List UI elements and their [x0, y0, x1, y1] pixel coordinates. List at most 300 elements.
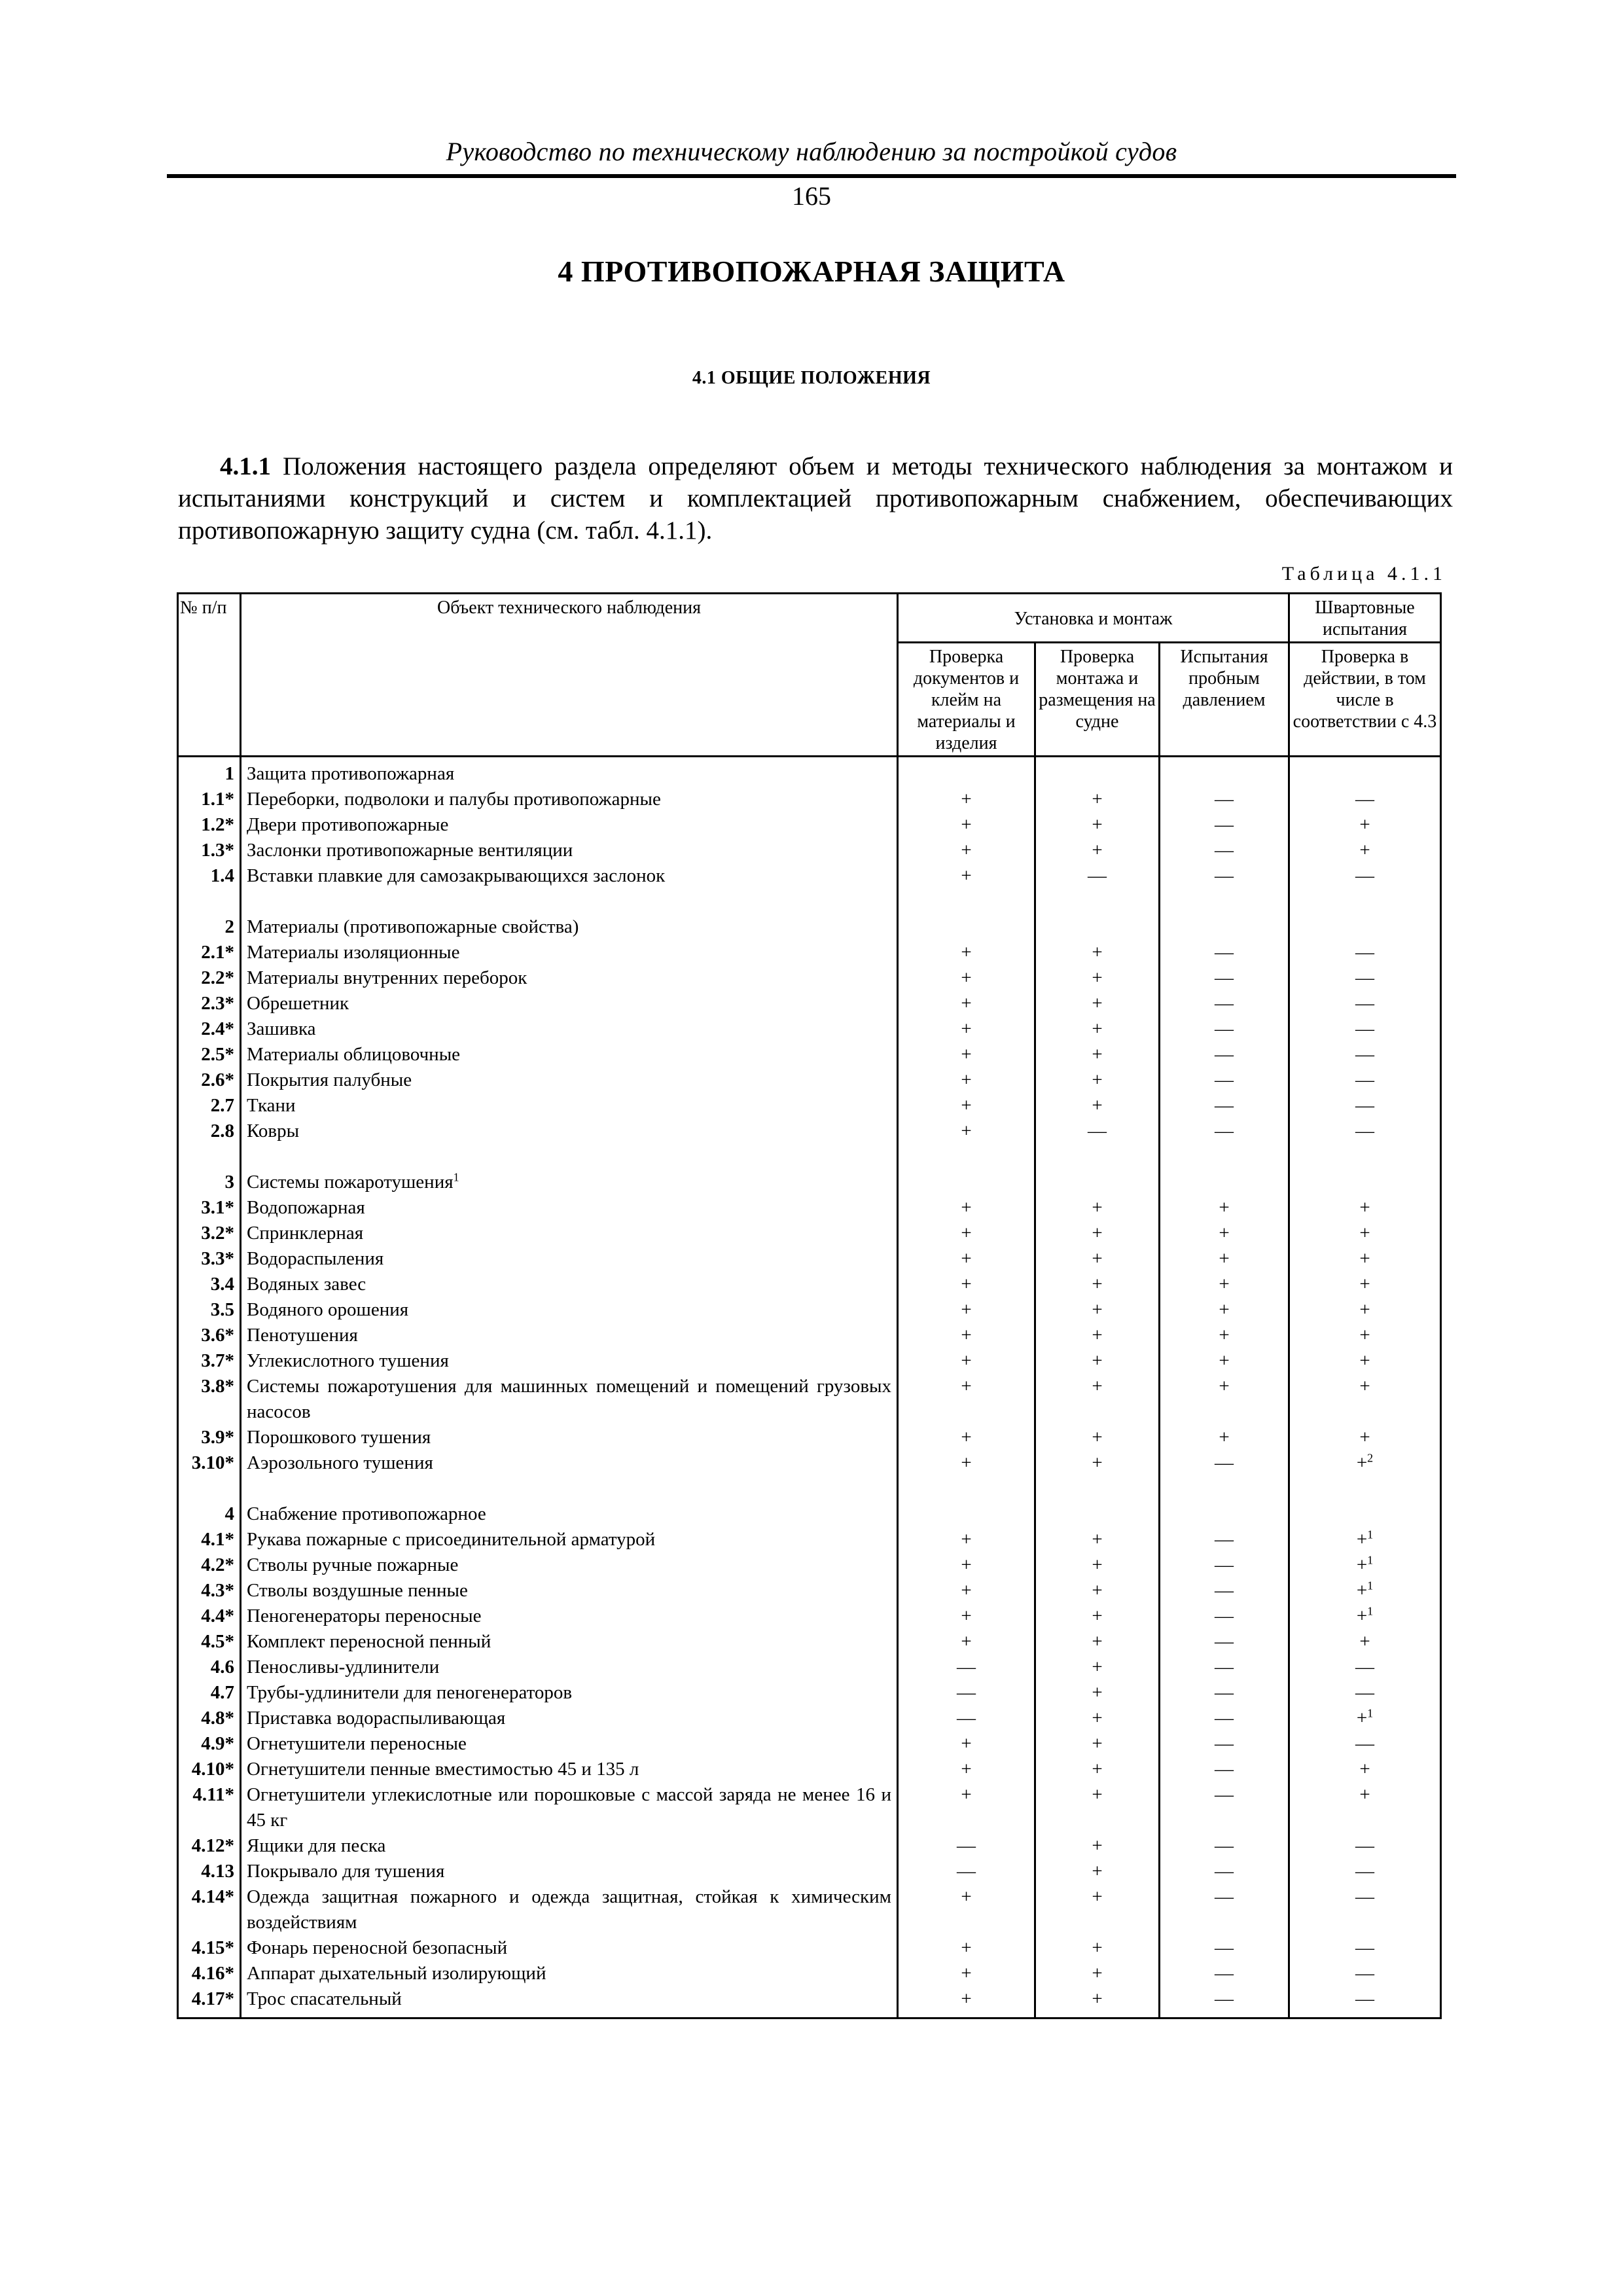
- row-object-name: Материалы внутренних переборок: [247, 967, 527, 988]
- mark-symbol: +: [961, 1963, 972, 1984]
- mark-pressure-test: [1160, 1527, 1289, 1552]
- mark-docs-check: [898, 1859, 1035, 1884]
- mark-symbol: +: [1092, 1605, 1103, 1626]
- intro-text: Положения настоящего раздела определяют объем и методы технического наблюдения за монтажом и испытаниями конструкций и систем и комплектацией противопожарным снабжением, обеспечивающих противопожарную защиту судна (см. табл. 4.1.1).: [178, 452, 1454, 545]
- row-object-name: Огнетушители углекислотные или порошковые с массой заряда не менее 16 и 45 кг: [247, 1784, 891, 1831]
- row-object: [241, 991, 898, 1016]
- mark-symbol: +: [1359, 1248, 1370, 1269]
- spacer-row: [178, 1144, 1441, 1170]
- mark-symbol: +: [1092, 1299, 1103, 1320]
- mark-symbol: —: [1215, 942, 1234, 963]
- mark-symbol: +: [1092, 1197, 1103, 1218]
- mark-symbol: —: [957, 1835, 976, 1856]
- mark-symbol: —: [1355, 1963, 1374, 1984]
- mark-symbol: —: [1355, 1044, 1374, 1065]
- mark-symbol: —: [1215, 1759, 1234, 1780]
- mark-docs-check: [898, 1706, 1035, 1731]
- row-number: 4.14*: [178, 1884, 241, 1935]
- mark-action-check: [1289, 1195, 1441, 1221]
- mark-symbol: +: [1219, 1274, 1230, 1295]
- header-pressure-test: Испытания пробным давлением: [1160, 643, 1289, 757]
- mark-mount-check: [1035, 1859, 1160, 1884]
- mark-action-check: [1289, 1016, 1441, 1042]
- mark-symbol: —: [1355, 942, 1374, 963]
- mark-action-check: [1289, 1042, 1441, 1067]
- row-number: 1.1*: [178, 787, 241, 812]
- mark-mount-check: [1035, 1170, 1160, 1195]
- mark-symbol: +: [1092, 1554, 1103, 1575]
- mark-pressure-test: [1160, 1093, 1289, 1119]
- row-object: [241, 1782, 898, 1833]
- table-row: [178, 940, 1441, 965]
- mark-pressure-test: [1160, 1297, 1289, 1323]
- mark-symbol: —: [1215, 1452, 1234, 1473]
- mark-pressure-test: [1160, 1425, 1289, 1450]
- mark-symbol: +: [1092, 840, 1103, 861]
- mark-pressure-test: [1160, 838, 1289, 863]
- row-object-name: Обрешетник: [247, 993, 349, 1014]
- table-row: [178, 1093, 1441, 1119]
- mark-symbol: —: [1215, 1580, 1234, 1601]
- spacer-row: [178, 1476, 1441, 1501]
- row-object: [241, 863, 898, 889]
- mark-action-check: [1289, 1859, 1441, 1884]
- mark-action-check: [1289, 1221, 1441, 1246]
- row-number: 4.2*: [178, 1552, 241, 1578]
- mark-symbol: —: [957, 1657, 976, 1677]
- mark-pressure-test: [1160, 1859, 1289, 1884]
- mark-action-check: [1289, 1272, 1441, 1297]
- mark-pressure-test: [1160, 863, 1289, 889]
- table-row: [178, 1042, 1441, 1067]
- row-object: [241, 1272, 898, 1297]
- row-object-name: Переборки, подволоки и палубы противопожарные: [247, 789, 661, 810]
- mark-docs-check: [898, 1425, 1035, 1450]
- spacer-cell: [178, 1476, 241, 1501]
- mark-symbol: +: [1092, 1759, 1103, 1780]
- row-object-name: Водяного орошения: [247, 1299, 409, 1320]
- mark-docs-check: [898, 1680, 1035, 1706]
- table-row: [178, 1016, 1441, 1042]
- row-object: [241, 1731, 898, 1757]
- row-number: 2.2*: [178, 965, 241, 991]
- mark-action-check: [1289, 1297, 1441, 1323]
- mark-docs-check: [898, 1604, 1035, 1629]
- row-number: 2.1*: [178, 940, 241, 965]
- mark-symbol: —: [1215, 840, 1234, 861]
- row-object: [241, 1961, 898, 1986]
- mark-pressure-test: [1160, 1501, 1289, 1527]
- mark-symbol: +: [961, 1733, 972, 1754]
- row-object: [241, 1119, 898, 1144]
- mark-pressure-test: [1160, 1272, 1289, 1297]
- mark-symbol: +: [1092, 1784, 1103, 1805]
- table-row: [178, 1425, 1441, 1450]
- row-number: 4.12*: [178, 1833, 241, 1859]
- mark-symbol: —: [957, 1708, 976, 1729]
- mark-symbol: +: [961, 1759, 972, 1780]
- mark-symbol: —: [1355, 1861, 1374, 1882]
- row-object-name: Материалы (противопожарные свойства): [247, 916, 579, 937]
- mark-mount-check: [1035, 1501, 1160, 1527]
- mark-action-check: [1289, 1757, 1441, 1782]
- mark-symbol: +: [1359, 1325, 1370, 1346]
- mark-symbol: +: [1092, 967, 1103, 988]
- mark-symbol: —: [1215, 1657, 1234, 1677]
- header-install-group: Установка и монтаж: [898, 594, 1289, 643]
- row-object-name: Комплект переносной пенный: [247, 1631, 491, 1652]
- mark-action-check: [1289, 965, 1441, 991]
- mark-symbol: +: [961, 1044, 972, 1065]
- row-number: 3.8*: [178, 1374, 241, 1425]
- mark-action-check: [1289, 1935, 1441, 1961]
- mark-action-check: [1289, 1578, 1441, 1604]
- row-number: 4.1*: [178, 1527, 241, 1552]
- spacer-cell: [1160, 1144, 1289, 1170]
- mark-docs-check: [898, 1501, 1035, 1527]
- spacer-cell: [1160, 889, 1289, 914]
- row-object: [241, 1552, 898, 1578]
- row-object: [241, 1527, 898, 1552]
- mark-symbol: +: [1359, 1350, 1370, 1371]
- mark-symbol: +: [1092, 1835, 1103, 1856]
- mark-symbol: +: [961, 1452, 972, 1473]
- mark-symbol: +: [1092, 1376, 1103, 1397]
- row-number: 4.15*: [178, 1935, 241, 1961]
- mark-symbol: +: [961, 1376, 972, 1397]
- mark-mount-check: [1035, 787, 1160, 812]
- mark-symbol: +: [1219, 1299, 1230, 1320]
- row-object-name: Аппарат дыхательный изолирующий: [247, 1963, 546, 1984]
- row-object-name: Покрывало для тушения: [247, 1861, 445, 1882]
- mark-pressure-test: [1160, 1706, 1289, 1731]
- spacer-cell: [1035, 1144, 1160, 1170]
- mark-action-check: [1289, 1527, 1441, 1552]
- row-object-name: Фонарь переносной безопасный: [247, 1937, 508, 1958]
- section-heading-row: [178, 757, 1441, 787]
- mark-mount-check: [1035, 1833, 1160, 1859]
- mark-action-check: [1289, 1093, 1441, 1119]
- mark-symbol: +: [961, 1427, 972, 1448]
- mark-action-check: [1289, 1348, 1441, 1374]
- mark-action-check: [1289, 1604, 1441, 1629]
- row-number: 4.4*: [178, 1604, 241, 1629]
- row-object: [241, 1706, 898, 1731]
- mark-symbol: +: [1092, 1580, 1103, 1601]
- row-number: 4.6: [178, 1655, 241, 1680]
- mark-symbol: —: [1215, 1121, 1234, 1141]
- mark-symbol: +: [1219, 1350, 1230, 1371]
- mark-docs-check: [898, 1578, 1035, 1604]
- mark-mount-check: [1035, 1067, 1160, 1093]
- mark-docs-check: [898, 1986, 1035, 2018]
- mark-symbol: +: [1092, 814, 1103, 835]
- mark-action-check: [1289, 1655, 1441, 1680]
- mark-mount-check: [1035, 812, 1160, 838]
- mark-docs-check: [898, 1629, 1035, 1655]
- row-number: 3.4: [178, 1272, 241, 1297]
- mark-action-check: [1289, 1706, 1441, 1731]
- mark-pressure-test: [1160, 1833, 1289, 1859]
- mark-symbol: +: [1092, 1988, 1103, 2009]
- mark-symbol: +: [1219, 1223, 1230, 1244]
- mark-mount-check: [1035, 1323, 1160, 1348]
- spacer-cell: [1160, 1476, 1289, 1501]
- mark-docs-check: [898, 1552, 1035, 1578]
- mark-docs-check: [898, 1067, 1035, 1093]
- footnote-mark: 1: [1367, 1528, 1374, 1541]
- mark-action-check: [1289, 1552, 1441, 1578]
- header-docs-check: Проверка документов и клейм на материалы и изделия: [898, 643, 1035, 757]
- mark-symbol: —: [1215, 993, 1234, 1014]
- mark-symbol: —: [1355, 1886, 1374, 1907]
- mark-symbol: +: [961, 993, 972, 1014]
- row-number: 4: [178, 1501, 241, 1527]
- mark-symbol: —: [957, 1682, 976, 1703]
- mark-symbol: —: [1355, 789, 1374, 810]
- mark-mount-check: [1035, 1884, 1160, 1935]
- mark-symbol: —: [1215, 1605, 1234, 1626]
- row-object-name: Пеносливы-удлинители: [247, 1657, 440, 1677]
- row-object-name: Огнетушители пенные вместимостью 45 и 135 л: [247, 1759, 639, 1780]
- table-row: [178, 1859, 1441, 1884]
- row-object: [241, 1093, 898, 1119]
- row-object-name: Приставка водораспыливающая: [247, 1708, 506, 1729]
- table-row: [178, 1578, 1441, 1604]
- row-number: 1.2*: [178, 812, 241, 838]
- table-row: [178, 812, 1441, 838]
- mark-pressure-test: [1160, 965, 1289, 991]
- spacer-cell: [1035, 1476, 1160, 1501]
- mark-action-check: [1289, 1986, 1441, 2018]
- row-object-name: Огнетушители переносные: [247, 1733, 467, 1754]
- mark-docs-check: [898, 1042, 1035, 1067]
- row-object-name: Ткани: [247, 1095, 296, 1116]
- mark-symbol: +: [961, 1605, 972, 1626]
- table-row: [178, 1986, 1441, 2018]
- mark-symbol: —: [1215, 1733, 1234, 1754]
- mark-docs-check: [898, 1272, 1035, 1297]
- mark-action-check: [1289, 1833, 1441, 1859]
- mark-action-check: [1289, 1246, 1441, 1272]
- mark-symbol: —: [1355, 1095, 1374, 1116]
- spacer-cell: [1289, 889, 1441, 914]
- mark-symbol: —: [1355, 993, 1374, 1014]
- table-row: [178, 1884, 1441, 1935]
- mark-symbol: +: [1356, 1452, 1368, 1473]
- section-heading-row: [178, 1170, 1441, 1195]
- mark-docs-check: [898, 1195, 1035, 1221]
- row-object-name: Водяных завес: [247, 1274, 366, 1295]
- mark-docs-check: [898, 838, 1035, 863]
- mark-symbol: +: [961, 1580, 972, 1601]
- row-object-name: Водораспыления: [247, 1248, 384, 1269]
- row-object-name: Трубы-удлинители для пеногенераторов: [247, 1682, 573, 1703]
- spacer-cell: [898, 1144, 1035, 1170]
- mark-mount-check: [1035, 1093, 1160, 1119]
- mark-symbol: +: [961, 942, 972, 963]
- mark-symbol: +: [961, 1325, 972, 1346]
- row-number: 3.1*: [178, 1195, 241, 1221]
- mark-symbol: +: [1219, 1376, 1230, 1397]
- row-number: 3.6*: [178, 1323, 241, 1348]
- mark-symbol: +: [1356, 1580, 1368, 1601]
- row-object-name: Рукава пожарные с присоединительной арматурой: [247, 1529, 656, 1550]
- mark-pressure-test: [1160, 1629, 1289, 1655]
- mark-pressure-test: [1160, 1119, 1289, 1144]
- row-object: [241, 914, 898, 940]
- row-number: 4.17*: [178, 1986, 241, 2018]
- mark-mount-check: [1035, 965, 1160, 991]
- table-row: [178, 1297, 1441, 1323]
- mark-symbol: —: [1355, 967, 1374, 988]
- row-object: [241, 1604, 898, 1629]
- mark-symbol: —: [1355, 1018, 1374, 1039]
- spacer-cell: [898, 889, 1035, 914]
- table-row: [178, 1629, 1441, 1655]
- mark-mount-check: [1035, 1552, 1160, 1578]
- table-row: [178, 1374, 1441, 1425]
- mark-symbol: +: [1092, 1861, 1103, 1882]
- mark-symbol: +: [1092, 1682, 1103, 1703]
- table-row: [178, 1961, 1441, 1986]
- mark-symbol: +: [961, 865, 972, 886]
- mark-symbol: +: [1092, 1529, 1103, 1550]
- row-object: [241, 1042, 898, 1067]
- spacer-cell: [241, 889, 898, 914]
- table-row: [178, 1833, 1441, 1859]
- mark-mount-check: [1035, 1297, 1160, 1323]
- mark-symbol: +: [1359, 1631, 1370, 1652]
- mark-action-check: [1289, 940, 1441, 965]
- mark-action-check: [1289, 1961, 1441, 1986]
- mark-action-check: [1289, 914, 1441, 940]
- mark-pressure-test: [1160, 1170, 1289, 1195]
- mark-mount-check: [1035, 1195, 1160, 1221]
- row-object: [241, 1986, 898, 2018]
- mark-action-check: [1289, 1501, 1441, 1527]
- row-number: 4.5*: [178, 1629, 241, 1655]
- intro-paragraph: [178, 450, 1453, 547]
- row-number: 4.9*: [178, 1731, 241, 1757]
- row-object: [241, 1221, 898, 1246]
- row-number: 2.4*: [178, 1016, 241, 1042]
- mark-symbol: —: [1355, 1069, 1374, 1090]
- mark-pressure-test: [1160, 1195, 1289, 1221]
- mark-action-check: [1289, 1067, 1441, 1093]
- mark-symbol: +: [1092, 1274, 1103, 1295]
- mark-mount-check: [1035, 1604, 1160, 1629]
- mark-mount-check: [1035, 1961, 1160, 1986]
- mark-symbol: —: [1355, 1657, 1374, 1677]
- mark-symbol: —: [1215, 1708, 1234, 1729]
- row-object-name: Пенотушения: [247, 1325, 358, 1346]
- mark-symbol: —: [1215, 865, 1234, 886]
- table-row: [178, 1604, 1441, 1629]
- row-object: [241, 787, 898, 812]
- mark-docs-check: [898, 1655, 1035, 1680]
- mark-docs-check: [898, 1884, 1035, 1935]
- mark-symbol: +: [1092, 993, 1103, 1014]
- mark-symbol: +: [1092, 789, 1103, 810]
- mark-action-check: [1289, 757, 1441, 787]
- mark-action-check: [1289, 991, 1441, 1016]
- row-number: 4.10*: [178, 1757, 241, 1782]
- row-object: [241, 965, 898, 991]
- footnote-mark: 1: [1367, 1604, 1374, 1618]
- mark-mount-check: [1035, 1655, 1160, 1680]
- mark-symbol: +: [1359, 1427, 1370, 1448]
- row-object: [241, 1655, 898, 1680]
- intro-clause-number: 4.1.1: [220, 452, 271, 480]
- mark-action-check: [1289, 1782, 1441, 1833]
- mark-mount-check: [1035, 991, 1160, 1016]
- mark-symbol: —: [1215, 1886, 1234, 1907]
- mark-symbol: +: [961, 1299, 972, 1320]
- mark-pressure-test: [1160, 914, 1289, 940]
- row-number: 3.2*: [178, 1221, 241, 1246]
- mark-pressure-test: [1160, 1655, 1289, 1680]
- mark-symbol: —: [1355, 1937, 1374, 1958]
- mark-symbol: +: [961, 1248, 972, 1269]
- mark-symbol: —: [1215, 967, 1234, 988]
- mark-mount-check: [1035, 1578, 1160, 1604]
- mark-symbol: —: [1215, 1529, 1234, 1550]
- mark-symbol: —: [1215, 1937, 1234, 1958]
- mark-docs-check: [898, 965, 1035, 991]
- mark-symbol: —: [1215, 1095, 1234, 1116]
- mark-pressure-test: [1160, 1374, 1289, 1425]
- table-row: [178, 1782, 1441, 1833]
- row-object: [241, 1323, 898, 1348]
- mark-symbol: —: [1215, 1988, 1234, 2009]
- mark-mount-check: [1035, 1042, 1160, 1067]
- mark-symbol: +: [1092, 1325, 1103, 1346]
- row-object-name: Материалы изоляционные: [247, 942, 460, 963]
- mark-symbol: +: [961, 814, 972, 835]
- row-number: 4.7: [178, 1680, 241, 1706]
- header-mooring-group: Швартовные испытания: [1289, 594, 1441, 643]
- row-number: 2.5*: [178, 1042, 241, 1067]
- spacer-cell: [241, 1476, 898, 1501]
- row-object-name: Трос спасательный: [247, 1988, 402, 2009]
- mark-pressure-test: [1160, 1221, 1289, 1246]
- mark-symbol: +: [961, 1197, 972, 1218]
- row-number: 3.9*: [178, 1425, 241, 1450]
- row-object-name: Ковры: [247, 1121, 300, 1141]
- mark-symbol: —: [1088, 1121, 1107, 1141]
- mark-symbol: —: [1088, 865, 1107, 886]
- table-row: [178, 991, 1441, 1016]
- mark-docs-check: [898, 1961, 1035, 1986]
- row-object: [241, 1297, 898, 1323]
- row-object-name: Системы пожаротушения для машинных помещений и помещений грузовых насосов: [247, 1376, 891, 1422]
- mark-docs-check: [898, 1935, 1035, 1961]
- footnote-mark: 1: [1367, 1579, 1374, 1592]
- mark-symbol: +: [1092, 1631, 1103, 1652]
- row-number: 2.3*: [178, 991, 241, 1016]
- table-row: [178, 1527, 1441, 1552]
- mark-pressure-test: [1160, 1961, 1289, 1986]
- mark-action-check: [1289, 1374, 1441, 1425]
- mark-symbol: +: [1092, 942, 1103, 963]
- mark-pressure-test: [1160, 1935, 1289, 1961]
- mark-mount-check: [1035, 940, 1160, 965]
- header-object: Объект технического наблюдения: [241, 594, 898, 757]
- section-heading-row: [178, 1501, 1441, 1527]
- mark-symbol: +: [1356, 1554, 1368, 1575]
- mark-symbol: —: [1355, 1733, 1374, 1754]
